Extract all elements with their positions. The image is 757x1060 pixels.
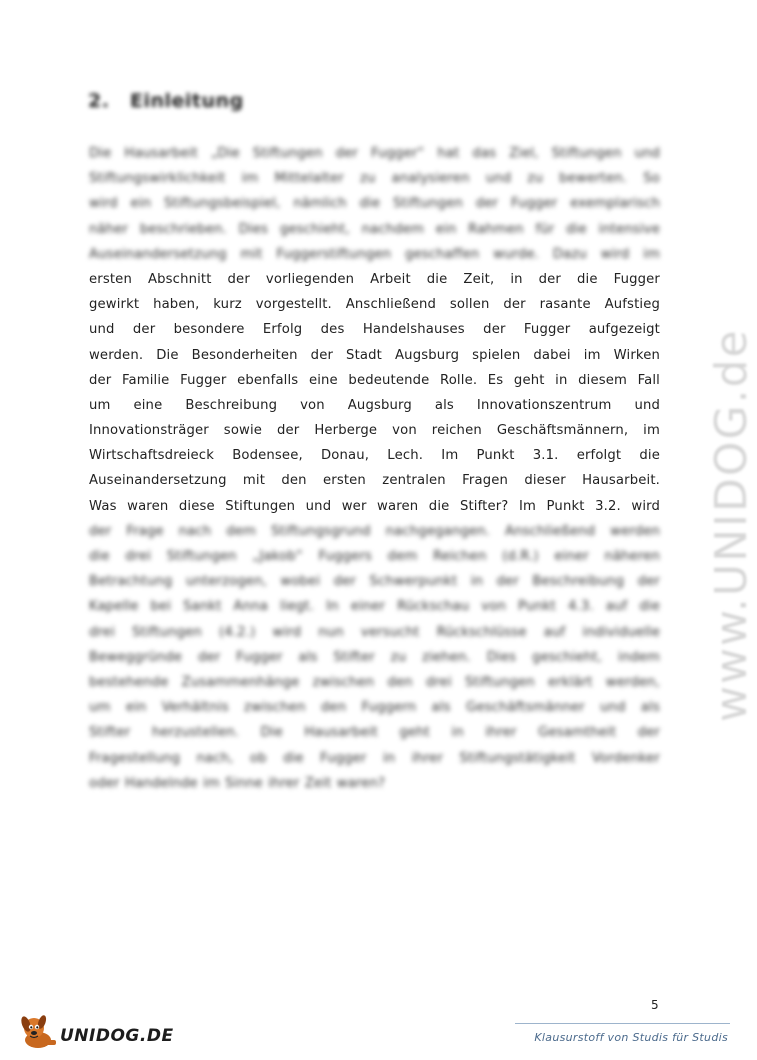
paragraph-line: gewirkt haben, kurz vorgestellt. Anschließend sollen der rasante Aufstieg: [89, 297, 660, 313]
paragraph-line: Stifter herzustellen. Die Hausarbeit geht in ihrer Gesamtheit der: [89, 725, 660, 741]
paragraph-line: wird ein Stiftungsbeispiel, nämlich die Stiftungen der Fugger exemplarisch: [89, 196, 660, 212]
paragraph-line: Stiftungswirklichkeit im Mittelalter zu analysieren und zu bewerten. So: [89, 171, 660, 187]
paragraph-line: Auseinandersetzung mit den ersten zentralen Fragen dieser Hausarbeit.: [89, 473, 660, 489]
page-number: 5: [651, 998, 659, 1012]
paragraph-line: die drei Stiftungen „Jakob“ Fuggers dem Reichen (d.R.) einer näheren: [89, 549, 660, 564]
paragraph-line: näher beschrieben. Dies geschieht, nachdem ein Rahmen für die intensive: [89, 221, 660, 237]
footer-note: Klausurstoff von Studis für Studis: [534, 1031, 728, 1044]
dog-mascot-icon: [16, 1010, 60, 1050]
paragraph-line: Kapelle bei Sankt Anna liegt. In einer Rückschau von Punkt 4.3. auf die: [89, 599, 660, 615]
paragraph-line: drei Stiftungen (4.2.) wird nun versucht Rückschlüsse auf individuelle: [89, 624, 660, 640]
paragraph-line: Fragestellung nach, ob die Fugger in ihrer Stiftungstätigkeit Vordenker: [89, 750, 660, 766]
section-number: 2.: [88, 90, 110, 112]
paragraph-line: oder Handelnde im Sinne ihrer Zeit waren?: [89, 775, 386, 791]
paragraph-line: Auseinandersetzung mit Fuggerstiftungen geschaffen wurde. Dazu wird im: [89, 246, 660, 262]
footer-divider: [515, 1023, 730, 1024]
paragraph-line: um eine Beschreibung von Augsburg als Innovationszentrum und: [89, 397, 660, 413]
paragraph-line: der Frage nach dem Stiftungsgrund nachgegangen. Anschließend werden: [89, 523, 660, 539]
section-heading: [88, 90, 244, 112]
paragraph-line: Was waren diese Stiftungen und wer waren die Stifter? Im Punkt 3.2. wird: [89, 498, 660, 514]
paragraph-line: ersten Abschnitt der vorliegenden Arbeit die Zeit, in der die Fugger: [89, 271, 660, 287]
section-title: Einleitung: [130, 90, 244, 112]
paragraph-line: Innovationsträger sowie der Herberge von reichen Geschäftsmännern, im: [89, 423, 660, 439]
paragraph-line: werden. Die Besonderheiten der Stadt Augsburg spielen dabei im Wirken: [89, 347, 660, 363]
paragraph-line: bestehende Zusammenhänge zwischen den drei Stiftungen erklärt werden,: [89, 674, 660, 690]
paragraph-line: Die Hausarbeit „Die Stiftungen der Fugger“ hat das Ziel, Stiftungen und: [89, 146, 660, 161]
paragraph-line: um ein Verhältnis zwischen den Fuggern als Geschäftsmänner und als: [89, 700, 660, 716]
paragraph-line: Wirtschaftsdreieck Bodensee, Donau, Lech. Im Punkt 3.1. erfolgt die: [89, 448, 660, 464]
unidog-logo: [16, 1010, 174, 1050]
watermark: www.UNIDOG.de: [706, 328, 757, 722]
paragraph-line: der Familie Fugger ebenfalls eine bedeutende Rolle. Es geht in diesem Fall: [89, 372, 660, 388]
logo-text: UNIDOG.DE: [60, 1026, 174, 1046]
paragraph-line: Beweggründe der Fugger als Stifter zu ziehen. Dies geschieht, indem: [89, 649, 660, 665]
paragraph-line: und der besondere Erfolg des Handelshauses der Fugger aufgezeigt: [89, 322, 660, 338]
paragraph-line: Betrachtung unterzogen, wobei der Schwerpunkt in der Beschreibung der: [89, 574, 660, 590]
body-paragraph: [89, 141, 660, 796]
